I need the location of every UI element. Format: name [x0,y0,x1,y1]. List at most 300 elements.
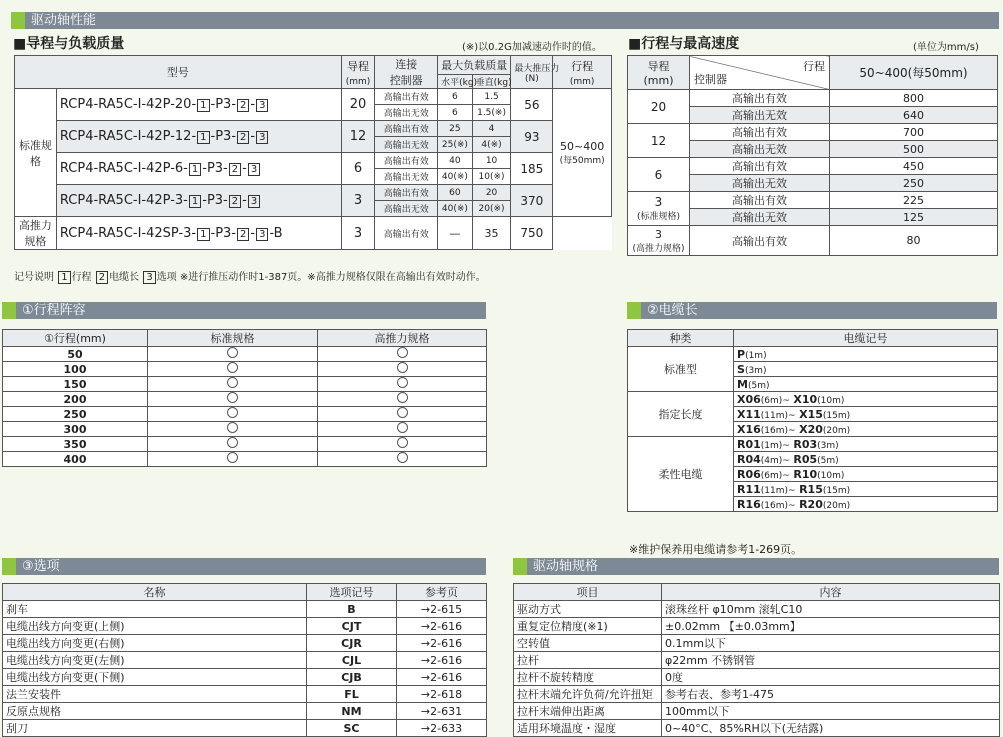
lead-load-note: (※)以0.2G加减速动作时的值。 [462,42,602,53]
speed-title: ■行程与最高速度 [628,36,740,52]
circle-mark-icon [397,347,408,358]
std-available [148,437,318,452]
options-table [2,583,487,737]
legend-option: 选项 [156,272,177,283]
speed-value: 640 [830,107,998,124]
cable-length: (1m) [745,350,767,361]
section-title: ②电缆长 [647,303,698,318]
speed-ctrl: 高输出有效 [690,124,830,141]
model-prefix: RCP4-RA5C-I-42P-6- [59,161,188,176]
cable-length: (15m) [822,410,851,421]
lead-value: 3 [341,217,375,250]
bar-accent [2,302,16,319]
option-code: SC [307,720,397,737]
stroke-row [3,392,487,407]
spec-content: ±0.02mm 【±0.03mm】 [662,618,1000,635]
stroke-row [3,347,487,362]
cable-code: R05 [793,452,818,466]
section-bar-options [2,558,486,575]
cable-code: R20 [799,497,823,511]
speed-ctrl: 高输出无效 [690,141,830,158]
col-vertical: 垂直(kg) [472,74,511,88]
stroke-value: 200 [3,392,148,407]
spec-row [514,635,1000,652]
load-v: 20 [472,185,511,201]
std-spec-label: 标准规格 [15,89,57,217]
load-h: 60 [438,185,473,201]
circle-mark-icon [397,407,408,418]
stroke-range [553,89,612,217]
model-suffix: -B [269,225,283,241]
speed-value: 225 [830,192,998,209]
cable-code: R16 [737,497,761,511]
option-code: CJR [307,635,397,652]
opt-col-name: 名称 [3,584,307,601]
cable-code-cell [734,377,998,392]
load-h: 6 [438,105,473,121]
hp-available [318,377,487,392]
option-code: FL [307,686,397,703]
circ-2: 2 [237,99,249,112]
circ-3: 3 [248,195,260,208]
option-page: →2-631 [397,703,487,720]
cable-code: X16 [737,422,761,436]
col-ctrl-1: 连接 [395,58,418,71]
option-name: 刮刀 [3,720,307,737]
hp-available [318,437,487,452]
speed-value: 450 [830,158,998,175]
speed-value: 800 [830,90,998,107]
bar-accent [2,558,16,575]
cable-code: X06 [737,392,761,406]
circ-1: 1 [189,163,201,176]
cable-code: R11 [737,482,761,496]
spec-row [514,618,1000,635]
speed-lead-sub: (标准规格) [636,212,681,222]
stroke-value: 100 [3,362,148,377]
circle-mark-icon [397,392,408,403]
section-title: ①行程阵容 [22,303,86,318]
speed-lead [628,192,690,226]
cable-length: (6m)~ [760,395,790,406]
speed-value: 500 [830,141,998,158]
cable-length: (15m) [822,485,851,496]
circle-mark-icon [227,377,238,388]
option-code: CJT [307,618,397,635]
cable-length: (3m) [744,365,767,376]
stroke-value: 50 [3,347,148,362]
model-dash: - [250,129,256,144]
cable-length: (16m)~ [760,425,796,436]
legend-label: 记号说明 [14,272,54,283]
controller-cell: 高输出无效 [375,169,438,185]
circ-1: 1 [197,99,209,112]
circ-3: 3 [256,131,268,144]
option-name: 反原点规格 [3,703,307,720]
option-page: →2-618 [397,686,487,703]
model-cell [56,121,341,153]
model-cell [56,153,341,185]
speed-lead-value: 12 [650,133,667,148]
load-v: 4(※) [472,137,511,153]
circle-mark-icon [227,392,238,403]
speed-value: 700 [830,124,998,141]
option-name: 刹车 [3,601,307,618]
cable-length: (16m)~ [760,500,796,511]
stroke-table [2,329,487,467]
section-title: 驱动轴规格 [533,559,599,574]
legend-stroke: 行程 [71,272,92,283]
speed-value: 250 [830,175,998,192]
thrust-value: 750 [511,217,553,250]
controller-cell: 高输出无效 [375,137,438,153]
load-h: 40 [438,153,473,169]
cable-type: 指定长度 [628,392,734,437]
speed-unit: (单位为mm/s) [913,42,979,53]
spec-content: φ22mm 不锈钢管 [662,652,1000,669]
model-prefix: RCP4-RA5C-I-42P-12- [59,129,197,144]
section-title: ③选项 [22,559,60,574]
speed-ctrl: 高输出无效 [690,175,830,192]
speed-ctrl: 高输出有效 [690,226,830,256]
col-thrust [511,56,560,89]
model-dash: - [250,225,256,241]
spec-col-content: 内容 [662,584,1000,601]
option-page: →2-615 [397,601,487,618]
section-bar-spec [513,558,999,575]
option-name: 法兰安装件 [3,686,307,703]
speed-value: 80 [830,226,998,256]
model-dash: - [242,161,247,176]
spec-col-item: 项目 [514,584,662,601]
spec-item: 拉杆末端伸出距离 [514,703,662,720]
circ-3: 3 [256,228,268,241]
col-lead-unit: (mm) [345,76,371,87]
cable-length: (3m) [817,440,839,451]
stroke-col-stroke: ①行程(mm) [3,330,148,347]
stroke-row [3,422,487,437]
cable-note: ※维护保养用电缆请参考1-269页。 [629,543,803,556]
option-code: NM [307,703,397,720]
col-ctrl-2: 控制器 [389,74,423,87]
hp-available [318,452,487,467]
lead-load-title: ■导程与负载质量 [13,36,125,52]
stroke-col-std: 标准规格 [148,330,318,347]
load-h: 6 [438,89,473,105]
spec-item: 驱动方式 [514,601,662,618]
cable-code: P [737,347,746,361]
cable-code-cell [734,437,998,452]
load-v: 1.5(※) [472,105,511,121]
load-v: 4 [472,121,511,137]
model-cell [56,217,341,250]
speed-lead [628,158,690,192]
option-name: 电缆出线方向变更(上侧) [3,618,307,635]
cable-length: (10m) [817,470,845,481]
lead-load-table [14,55,612,250]
speed-col-range: 50~400(每50mm) [830,56,998,90]
circle-mark-icon [227,407,238,418]
cable-length: (20m) [822,425,851,436]
option-row [3,618,487,635]
cable-code: X11 [737,407,761,421]
std-available [148,347,318,362]
lead-value: 6 [341,153,375,185]
thrust-value: 93 [511,121,553,153]
std-available [148,452,318,467]
circ-1: 1 [189,195,201,208]
legend-circ-1: 1 [58,271,70,284]
lead-value: 3 [341,185,375,217]
lead-value: 20 [341,89,375,121]
spec-content: 100mm以下 [662,703,1000,720]
cable-length: (11m)~ [760,485,796,496]
option-name: 电缆出线方向变更(右侧) [3,635,307,652]
stroke-value: 300 [3,422,148,437]
circle-mark-icon [397,452,408,463]
cable-code: S [737,362,745,376]
load-v: 1.5 [472,89,511,105]
hp-available [318,392,487,407]
cable-length: (11m)~ [760,410,796,421]
legend-circ-2: 2 [96,271,108,284]
stroke-col-hp: 高推力规格 [318,330,487,347]
col-max-load: 最大负载质量 [438,56,511,75]
col-thrust-unit: (N) [524,73,539,84]
cable-code-cell [734,407,998,422]
cable-code-cell [734,362,998,377]
cable-code: R04 [737,452,761,466]
speed-col-ctrl: 控制器 [694,73,727,86]
controller-cell: 高输出有效 [375,185,438,201]
controller-cell: 高输出有效 [375,89,438,105]
col-lead [341,56,375,89]
section-bar-stroke [2,302,486,319]
spec-row [514,669,1000,686]
circ-2: 2 [229,195,241,208]
speed-value: 125 [830,209,998,226]
model-sep: -P3- [210,97,237,112]
cable-length: (5m) [817,455,839,466]
spec-content: 0度 [662,669,1000,686]
std-available [148,407,318,422]
cable-code-cell [734,347,998,362]
cable-code-cell [734,467,998,482]
speed-ctrl: 高输出无效 [690,209,830,226]
cable-col-type: 种类 [628,330,734,347]
cable-code-cell [734,482,998,497]
speed-lead-sub: (高推力规格) [632,243,685,254]
spec-content: 参考右表、参考1-475 [662,686,1000,703]
spec-content: 0.1mm以下 [662,635,1000,652]
circle-mark-icon [227,452,238,463]
model-cell [56,89,341,121]
load-h: 25 [438,121,473,137]
spec-item: 空转值 [514,635,662,652]
circle-mark-icon [227,347,238,358]
controller-cell: 高输出有效 [375,121,438,137]
circ-2: 2 [237,228,249,241]
stroke-row [3,407,487,422]
stroke-value: 400 [3,452,148,467]
circle-mark-icon [397,422,408,433]
cable-length: (4m)~ [760,455,790,466]
circle-mark-icon [227,422,238,433]
cable-code: X10 [793,392,818,406]
section-title: 驱动轴性能 [31,13,97,28]
col-thrust-label: 最大推压力 [514,63,560,74]
circ-2: 2 [237,131,249,144]
thrust-value: 185 [511,153,553,185]
stroke-row [3,452,487,467]
cable-code-cell [734,497,998,512]
section-bar-cable [627,302,997,319]
spec-content: 0~40°C、85%RH以下(无结露) [662,720,1000,737]
option-row [3,703,487,720]
speed-lead [628,124,690,158]
spec-item: 拉杆 [514,652,662,669]
option-code: CJB [307,669,397,686]
option-page: →2-616 [397,652,487,669]
model-sep: -P3- [210,129,237,144]
opt-col-code: 选项记号 [307,584,397,601]
lead-value: 12 [341,121,375,153]
spec-row [514,703,1000,720]
speed-col-lead-label: 导程 [647,60,670,73]
hp-spec-label: 高推力规格 [15,217,57,250]
stroke-value: 250 [3,407,148,422]
model-prefix: RCP4-RA5C-I-42P-20- [59,97,197,112]
speed-col-lead [628,56,690,90]
spec-row [514,652,1000,669]
speed-ctrl: 高输出有效 [690,158,830,175]
option-page: →2-616 [397,669,487,686]
cable-length: (10m) [817,395,845,406]
opt-col-page: 参考页 [397,584,487,601]
cable-type: 柔性电缆 [628,437,734,512]
cable-code: R10 [793,467,818,481]
circle-mark-icon [227,437,238,448]
load-v: 35 [472,217,511,250]
speed-ctrl: 高输出无效 [690,107,830,124]
speed-lead-value: 3 [654,195,663,209]
speed-ctrl: 高输出有效 [690,90,830,107]
speed-col-ctrl-stroke [690,56,830,90]
option-page: →2-616 [397,635,487,652]
thrust-value: 56 [511,89,553,121]
model-dash: - [242,193,247,208]
stroke-range-value: 50~400 [560,139,605,153]
cable-code: R15 [799,482,823,496]
thrust-value: 370 [511,185,553,217]
speed-lead [628,226,690,256]
spec-row [514,720,1000,737]
col-ctrl [375,56,438,89]
legend-circ-3: 3 [143,271,155,284]
cable-table [627,329,998,512]
option-page: →2-616 [397,618,487,635]
load-h: — [438,217,473,250]
controller-cell: 高输出无效 [375,201,438,217]
cable-length: (5m) [747,380,770,391]
hp-available [318,407,487,422]
std-available [148,377,318,392]
stroke-row [3,377,487,392]
cable-length: (1m)~ [760,440,790,451]
circle-mark-icon [227,362,238,373]
controller-cell: 高输出有效 [375,217,438,250]
model-sep: -P3- [202,193,228,208]
option-name: 电缆出线方向变更(下侧) [3,669,307,686]
model-sep: -P3- [202,161,228,176]
bar-accent [627,302,641,319]
speed-col-lead-unit: (mm) [643,74,674,87]
spec-row [514,601,1000,618]
controller-cell: 高输出有效 [375,153,438,169]
speed-lead-value: 6 [654,167,663,182]
legend-note: ※进行推压动作时1-387页。※高推力规格仅限在高输出有效时动作。 [179,272,486,283]
model-prefix: RCP4-RA5C-I-42P-3- [59,193,188,208]
bar-accent [11,12,25,29]
col-stroke-label: 行程 [571,59,594,73]
model-dash: - [250,97,256,112]
spec-row [514,686,1000,703]
hp-available [318,347,487,362]
cable-code-cell [734,392,998,407]
option-name: 电缆出线方向变更(左侧) [3,652,307,669]
option-row [3,669,487,686]
hp-available [318,362,487,377]
model-prefix: RCP4-RA5C-I-42SP-3- [59,225,197,241]
circ-3: 3 [256,99,268,112]
load-h: 40(※) [438,169,473,185]
spec-table [513,583,1000,737]
cable-col-code: 电缆记号 [734,330,998,347]
cable-code-cell [734,422,998,437]
cable-code: X20 [799,422,823,436]
spec-item: 适用环境温度・湿度 [514,720,662,737]
circ-3: 3 [248,163,260,176]
cable-length: (6m)~ [760,470,790,481]
option-page: →2-633 [397,720,487,737]
model-cell [56,185,341,217]
circ-1: 1 [197,131,209,144]
spec-item: 拉杆末端允许负荷/允许扭矩 [514,686,662,703]
col-horizontal: 水平(kg) [438,74,473,88]
hp-available [318,422,487,437]
cable-code: R03 [793,437,818,451]
stroke-value: 350 [3,437,148,452]
stroke-row [3,437,487,452]
cable-code: R06 [737,467,761,481]
cable-type: 标准型 [628,347,734,392]
option-row [3,601,487,618]
speed-table [627,55,998,256]
std-available [148,362,318,377]
option-row [3,652,487,669]
option-code: CJL [307,652,397,669]
model-sep: -P3- [210,225,236,241]
load-h: 40(※) [438,201,473,217]
speed-lead-value: 20 [650,99,667,114]
spec-item: 重复定位精度(※1) [514,618,662,635]
option-code: B [307,601,397,618]
option-row [3,686,487,703]
circ-2: 2 [229,163,241,176]
spec-item: 拉杆不旋转精度 [514,669,662,686]
stroke-row [3,362,487,377]
load-h: 25(※) [438,137,473,153]
